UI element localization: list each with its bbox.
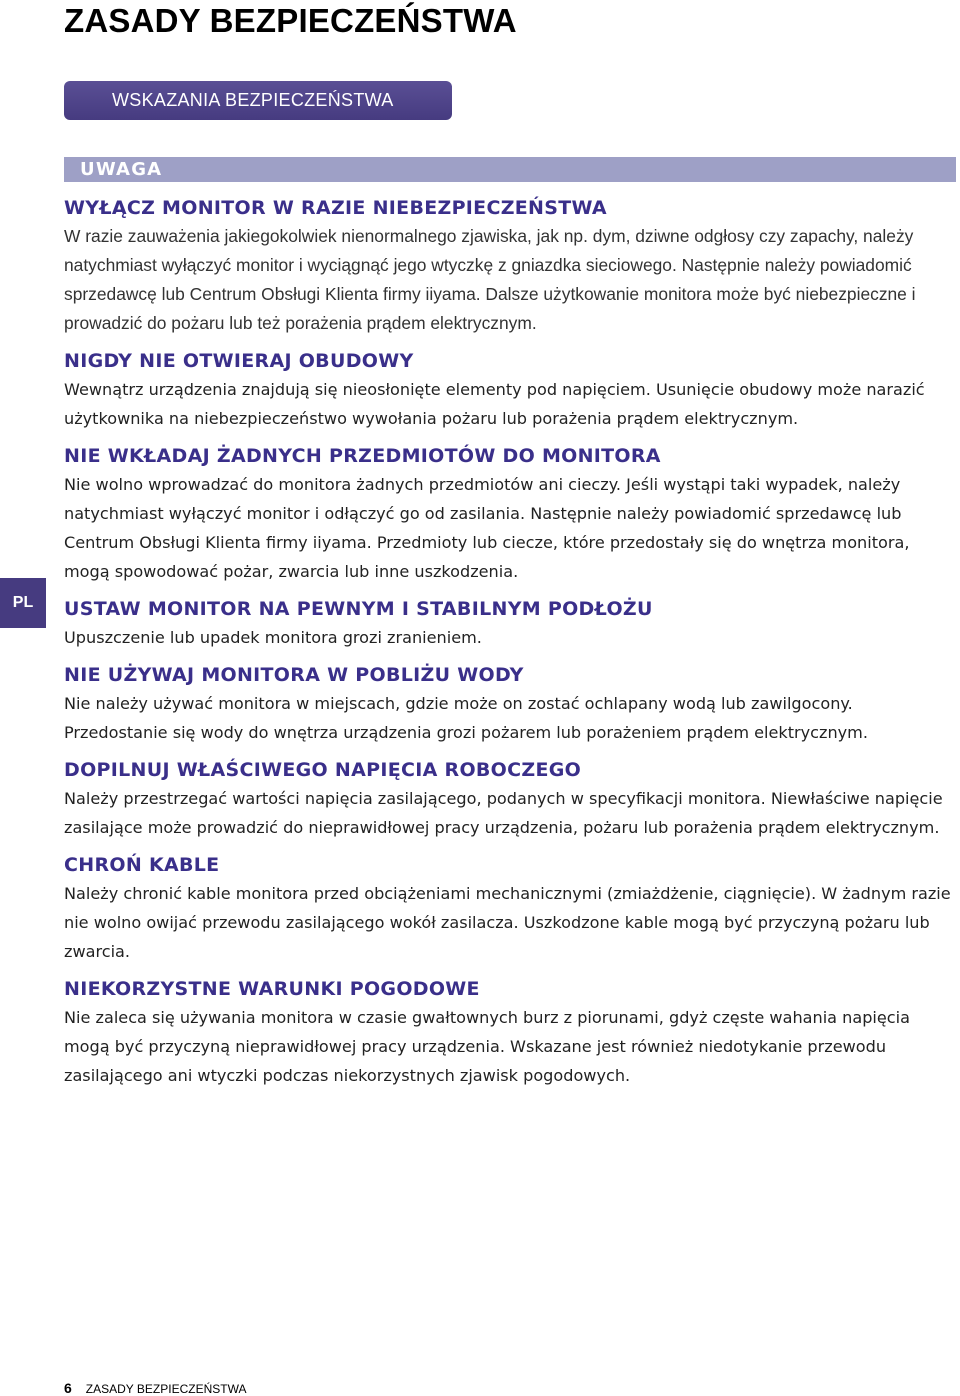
- safety-content: [64, 194, 956, 1099]
- safety-section: [64, 661, 956, 747]
- section-body: Upuszczenie lub upadek monitora grozi zranieniem.: [64, 628, 482, 647]
- safety-section: [64, 851, 956, 966]
- section-body: Nie zaleca się używania monitora w czasie gwałtownych burz z piorunami, gdyż częste wahania napięcia mogą być przyczyną nieprawidłowej pracy urządzenia. Wskazane jest również niedotykanie przewodu zasilającego ani wtyczki podczas niekorzystnych zjawisk pogodowych.: [64, 1008, 910, 1085]
- language-tab: [0, 578, 46, 628]
- section-heading: NIE UŻYWAJ MONITORA W POBLIŻU WODY: [64, 664, 524, 686]
- safety-section: [64, 756, 956, 842]
- section-heading: DOPILNUJ WŁAŚCIWEGO NAPIĘCIA ROBOCZEGO: [64, 759, 582, 781]
- safety-section: [64, 194, 956, 338]
- section-heading: NIE WKŁADAJ ŻADNYCH PRZEDMIOTÓW DO MONITORA: [64, 445, 661, 467]
- page-number: 6: [64, 1380, 72, 1396]
- page-title: ZASADY BEZPIECZEŃSTWA: [64, 2, 517, 39]
- safety-section: [64, 975, 956, 1090]
- section-body: Nie wolno wprowadzać do monitora żadnych przedmiotów ani cieczy. Jeśli wystąpi taki wypadek, należy natychmiast wyłączyć monitor i odłączyć go od zasilania. Następnie należy powiadomić sprzedawcę lub Centrum Obsługi Klienta firmy iiyama. Przedmioty lub ciecze, które przedostały się do wnętrza monitora, mogą spowodować pożar, zwarcia lub inne uszkodzenia.: [64, 475, 910, 581]
- safety-section: [64, 595, 956, 652]
- section-body: W razie zauważenia jakiegokolwiek nienormalnego zjawiska, jak np. dym, dziwne odgłosy czy zapachy, należy natychmiast wyłączyć monitor i wyciągnąć jego wtyczkę z gniazdka sieciowego. Następnie należy powiadomić sprzedawcę lub Centrum Obsługi Klienta firmy iiyama. Dalsze użytkowanie monitora może być niebezpieczne i prowadzić do pożaru lub też porażenia prądem elektrycznym.: [64, 226, 916, 333]
- section-banner: [64, 81, 452, 120]
- page-footer: [64, 1380, 247, 1396]
- section-body: Należy chronić kable monitora przed obciążeniami mechanicznymi (zmiażdżenie, ciągnięcie). W żadnym razie nie wolno owijać przewodu zasilającego wokół zasilacza. Uszkodzone kable mogą być przyczyną pożaru lub zwarcia.: [64, 884, 951, 961]
- warning-label: UWAGA: [80, 159, 163, 180]
- section-heading: NIEKORZYSTNE WARUNKI POGODOWE: [64, 978, 480, 1000]
- warning-bar: [64, 157, 956, 182]
- section-heading: WYŁĄCZ MONITOR W RAZIE NIEBEZPIECZEŃSTWA: [64, 197, 607, 219]
- language-tab-label: PL: [12, 594, 34, 611]
- section-heading: USTAW MONITOR NA PEWNYM I STABILNYM PODŁOŻU: [64, 598, 653, 620]
- section-body: Wewnątrz urządzenia znajdują się nieosłonięte elementy pod napięciem. Usunięcie obudowy może narazić użytkownika na niebezpieczeństwo wywołania pożaru lub porażenia prądem elektrycznym.: [64, 380, 925, 428]
- safety-section: [64, 347, 956, 433]
- footer-title: ZASADY BEZPIECZEŃSTWA: [85, 1382, 247, 1396]
- safety-section: [64, 442, 956, 586]
- section-banner-label: WSKAZANIA BEZPIECZEŃSTWA: [112, 90, 394, 110]
- section-body: Nie należy używać monitora w miejscach, gdzie może on zostać ochlapany wodą lub zawilgocony. Przedostanie się wody do wnętrza urządzenia grozi pożarem lub porażeniem prądem elektrycznym.: [64, 694, 868, 742]
- section-heading: NIGDY NIE OTWIERAJ OBUDOWY: [64, 350, 414, 372]
- section-heading: CHROŃ KABLE: [64, 854, 220, 876]
- section-body: Należy przestrzegać wartości napięcia zasilającego, podanych w specyfikacji monitora. Niewłaściwe napięcie zasilające może prowadzić do nieprawidłowej pracy urządzenia, pożaru lub porażenia prądem elektrycznym.: [64, 789, 943, 837]
